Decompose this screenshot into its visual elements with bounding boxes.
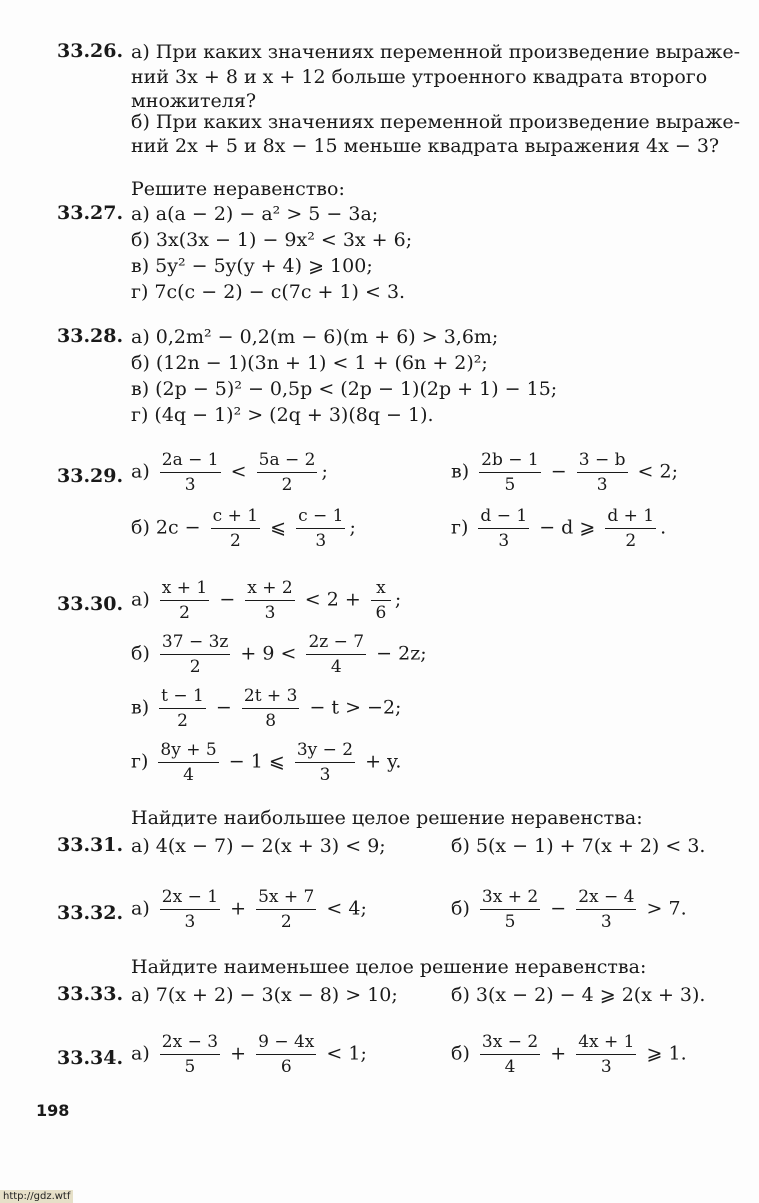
- item-label: а): [131, 1042, 150, 1065]
- problem-33-29-d: [451, 506, 666, 551]
- terminator: ;: [321, 460, 328, 483]
- expression-middle: − d ⩾: [539, 516, 596, 539]
- item-label: г): [451, 516, 469, 539]
- numerator: 37 − 3z: [160, 632, 230, 655]
- denominator: 4: [330, 657, 342, 677]
- denominator: 3: [264, 603, 276, 623]
- denominator: 6: [375, 603, 387, 623]
- expression-tail: − 2z;: [376, 642, 427, 665]
- operator: ⩽: [270, 516, 287, 539]
- item-label: в): [451, 460, 470, 483]
- item-label: б): [451, 897, 470, 920]
- fraction: [159, 686, 206, 731]
- problem-number-33-32: 33.32.: [57, 902, 124, 924]
- denominator: 4: [183, 765, 194, 785]
- numerator: 3 − b: [577, 450, 628, 473]
- expression-tail: < 1;: [326, 1042, 367, 1065]
- fraction: [160, 450, 221, 495]
- problem-33-26-a-line1: а) При каких значениях переменной произведение выраже-: [131, 41, 740, 63]
- problem-33-32-a: [131, 887, 367, 932]
- denominator: 3: [315, 531, 327, 551]
- problem-33-30-c: [131, 686, 401, 731]
- problem-33-31-a: а) 4(x − 7) − 2(x + 3) < 9;: [131, 835, 386, 857]
- numerator: c + 1: [211, 506, 260, 529]
- item-label: б): [131, 516, 150, 539]
- problem-33-31-b: б) 5(x − 1) + 7(x + 2) < 3.: [451, 835, 706, 857]
- fraction: [160, 578, 209, 623]
- item-label: а): [131, 460, 150, 483]
- denominator: 3: [319, 765, 331, 785]
- operator: −: [550, 897, 567, 920]
- problem-33-28-b: б) (12n − 1)(3n + 1) < 1 + (6n + 2)²;: [131, 352, 488, 374]
- page-number: 198: [36, 1101, 70, 1120]
- problem-33-29-a: [131, 450, 328, 495]
- problem-33-30-a: [131, 578, 401, 623]
- numerator: 2z − 7: [306, 632, 366, 655]
- numerator: 3x − 2: [480, 1032, 540, 1055]
- expression-middle: − 1 ⩽: [228, 750, 285, 773]
- expression-tail: < 4;: [326, 897, 367, 920]
- operator: +: [230, 897, 247, 920]
- expression-middle: + 9 <: [240, 642, 297, 665]
- fraction: [479, 450, 541, 495]
- fraction: [371, 578, 391, 623]
- denominator: 2: [229, 531, 241, 551]
- expression-tail: + y.: [365, 750, 402, 773]
- denominator: 6: [280, 1057, 292, 1077]
- problem-33-33-a: а) 7(x + 2) − 3(x − 8) > 10;: [131, 984, 398, 1006]
- numerator: 2x − 4: [576, 887, 636, 910]
- problem-33-30-d: [131, 740, 401, 785]
- problem-33-26-b-line2: ний 2x + 5 и 8x − 15 меньше квадрата выражения 4x − 3?: [131, 135, 720, 157]
- denominator: 3: [596, 475, 608, 495]
- item-label: б): [131, 642, 150, 665]
- fraction: [160, 887, 220, 932]
- expression-tail: > 7.: [646, 897, 687, 920]
- fraction: [306, 632, 366, 677]
- problem-33-33-b: б) 3(x − 2) − 4 ⩾ 2(x + 3).: [451, 984, 706, 1006]
- problem-33-26-b-line1: б) При каких значениях переменной произведение выраже-: [131, 111, 741, 133]
- numerator: 9 − 4x: [256, 1032, 316, 1055]
- fraction: [576, 887, 636, 932]
- denominator: 2: [177, 711, 188, 731]
- watermark-link[interactable]: http://gdz.wtf: [0, 1190, 73, 1203]
- denominator: 3: [184, 475, 196, 495]
- problem-33-30-b: [131, 632, 427, 677]
- problem-33-28-c: в) (2p − 5)² − 0,5p < (2p − 1)(2p + 1) − 15;: [131, 378, 558, 400]
- problem-33-32-b: [451, 887, 687, 932]
- numerator: 4x + 1: [576, 1032, 636, 1055]
- expression-head: 2c −: [155, 516, 201, 539]
- fraction: [245, 578, 294, 623]
- fraction: [576, 1032, 636, 1077]
- numerator: 2t + 3: [242, 686, 300, 709]
- denominator: 3: [184, 912, 196, 932]
- fraction: [480, 887, 540, 932]
- denominator: 3: [600, 1057, 612, 1077]
- fraction: [256, 1032, 316, 1077]
- numerator: 3x + 2: [480, 887, 540, 910]
- operator: −: [219, 588, 236, 611]
- problem-33-29-b: [131, 506, 356, 551]
- problem-33-27-c: в) 5y² − 5y(y + 4) ⩾ 100;: [131, 255, 373, 277]
- numerator: x + 1: [160, 578, 209, 601]
- denominator: 2: [281, 475, 293, 495]
- operator: +: [550, 1042, 567, 1065]
- terminator: ;: [394, 588, 402, 611]
- problem-33-29-c: [451, 450, 678, 495]
- section-heading-solve: Решите неравенство:: [131, 178, 345, 200]
- problem-33-27-b: б) 3x(3x − 1) − 9x² < 3x + 6;: [131, 229, 413, 251]
- problem-number-33-26: 33.26.: [57, 40, 124, 62]
- fraction: [295, 740, 355, 785]
- expression-tail: − t > −2;: [309, 696, 402, 719]
- numerator: 3y − 2: [295, 740, 355, 763]
- operator: +: [230, 1042, 247, 1065]
- numerator: 5x + 7: [256, 887, 316, 910]
- numerator: 2a − 1: [160, 450, 221, 473]
- fraction: [577, 450, 628, 495]
- item-label: а): [131, 588, 150, 611]
- problem-number-33-31: 33.31.: [57, 834, 124, 856]
- item-label: г): [131, 750, 149, 773]
- operator: <: [230, 460, 247, 483]
- denominator: 3: [498, 531, 510, 551]
- operator: −: [215, 696, 232, 719]
- operator: −: [550, 460, 567, 483]
- denominator: 2: [280, 912, 292, 932]
- problem-number-33-29: 33.29.: [57, 465, 124, 487]
- expression-middle: < 2 +: [304, 588, 361, 611]
- denominator: 2: [179, 603, 190, 623]
- fraction: [211, 506, 260, 551]
- item-label: а): [131, 897, 150, 920]
- section-heading-largest-integer: Найдите наибольшее целое решение неравенства:: [131, 807, 643, 829]
- terminator: ;: [349, 516, 356, 539]
- numerator: 2b − 1: [479, 450, 541, 473]
- numerator: 2x − 1: [160, 887, 220, 910]
- denominator: 5: [184, 1057, 196, 1077]
- numerator: 8y + 5: [158, 740, 218, 763]
- fraction: [478, 506, 529, 551]
- numerator: x: [371, 578, 391, 601]
- problem-33-34-b: [451, 1032, 687, 1077]
- numerator: c − 1: [296, 506, 345, 529]
- problem-number-33-27: 33.27.: [57, 202, 124, 224]
- fraction: [160, 1032, 220, 1077]
- problem-33-34-a: [131, 1032, 367, 1077]
- expression-tail: < 2;: [637, 460, 678, 483]
- section-heading-smallest-integer: Найдите наименьшее целое решение неравенства:: [131, 956, 647, 978]
- fraction: [257, 450, 318, 495]
- fraction: [296, 506, 345, 551]
- item-label: в): [131, 696, 150, 719]
- fraction: [242, 686, 300, 731]
- denominator: 5: [504, 912, 516, 932]
- expression-tail: ⩾ 1.: [646, 1042, 687, 1065]
- denominator: 2: [625, 531, 637, 551]
- problem-33-28-a: а) 0,2m² − 0,2(m − 6)(m + 6) > 3,6m;: [131, 326, 499, 348]
- fraction: [605, 506, 656, 551]
- denominator: 8: [265, 711, 277, 731]
- fraction: [480, 1032, 540, 1077]
- problem-number-33-33: 33.33.: [57, 983, 124, 1005]
- problem-33-27-d: г) 7c(c − 2) − c(7c + 1) < 3.: [131, 281, 406, 303]
- numerator: t − 1: [159, 686, 206, 709]
- problem-33-26-a-line2: ний 3x + 8 и x + 12 больше утроенного квадрата второго: [131, 66, 708, 88]
- fraction: [160, 632, 230, 677]
- numerator: d − 1: [478, 506, 529, 529]
- problem-number-33-28: 33.28.: [57, 325, 124, 347]
- fraction: [158, 740, 218, 785]
- denominator: 4: [504, 1057, 516, 1077]
- problem-33-28-d: г) (4q − 1)² > (2q + 3)(8q − 1).: [131, 404, 434, 426]
- problem-33-26-a-line3: множителя?: [131, 90, 257, 112]
- fraction: [256, 887, 316, 932]
- terminator: .: [660, 516, 667, 539]
- numerator: x + 2: [245, 578, 294, 601]
- numerator: d + 1: [605, 506, 656, 529]
- problem-33-27-a: а) a(a − 2) − a² > 5 − 3a;: [131, 203, 379, 225]
- problem-number-33-30: 33.30.: [57, 593, 124, 615]
- denominator: 5: [504, 475, 516, 495]
- denominator: 2: [189, 657, 201, 677]
- numerator: 2x − 3: [160, 1032, 220, 1055]
- problem-number-33-34: 33.34.: [57, 1047, 124, 1069]
- item-label: б): [451, 1042, 470, 1065]
- denominator: 3: [600, 912, 612, 932]
- numerator: 5a − 2: [257, 450, 318, 473]
